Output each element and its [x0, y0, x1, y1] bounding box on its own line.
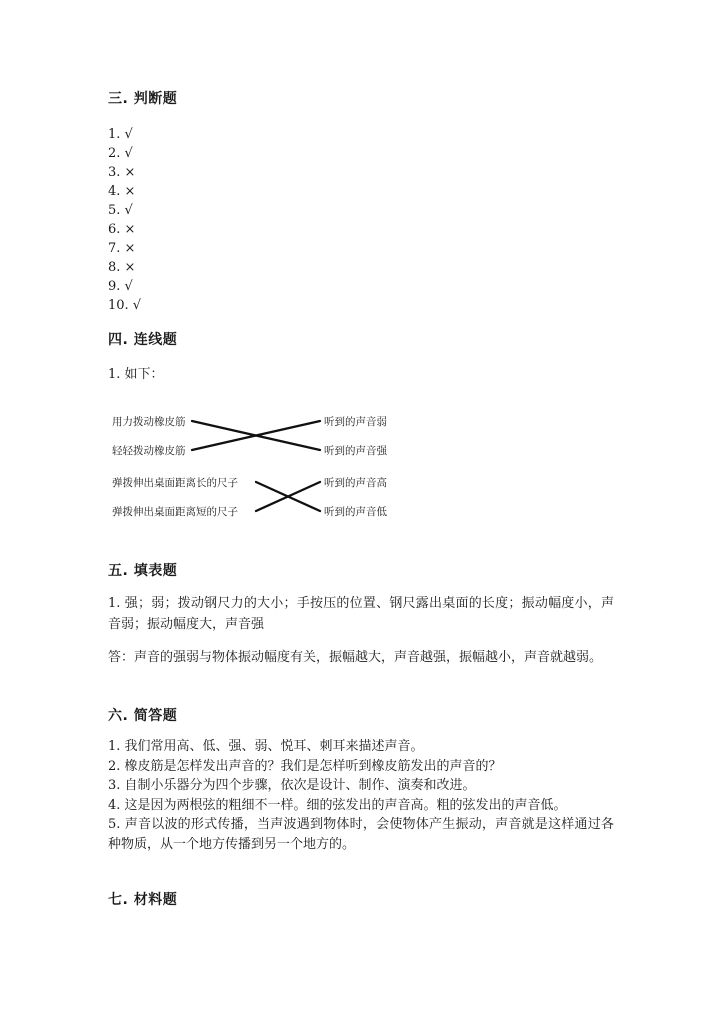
short-answer-2: 2. 橡皮筋是怎样发出声音的？我们是怎样听到橡皮筋发出的声音的？	[108, 758, 502, 774]
right-item-3: 听到的声音高	[324, 477, 387, 489]
section-7-title: 七. 材料题	[108, 892, 178, 908]
left-item-2: 轻轻拨动橡皮筋	[112, 445, 186, 457]
tf-answer-10: 10. √	[108, 298, 142, 313]
table-answer-note: 答：声音的强弱与物体振动幅度有关，振幅越大，声音越强，振幅越小，声音就越弱。	[108, 650, 603, 665]
short-answer-list	[108, 737, 614, 854]
short-answer-5: 5. 声音以波的形式传播，当声波遇到物体时，会使物体产生振动，声音就是这样通过各种物质，从一个地方传播到另一个地方的。	[108, 817, 614, 852]
left-item-3: 弹拨伸出桌面距离长的尺子	[112, 477, 238, 489]
section-3-title: 三. 判断题	[108, 91, 178, 107]
section-6-title: 六. 简答题	[108, 708, 178, 724]
left-item-4: 弹拨伸出桌面距离短的尺子	[112, 506, 238, 518]
tf-answer-7: 7. ×	[108, 241, 136, 256]
short-answer-4: 4. 这是因为两根弦的粗细不一样。细的弦发出的声音高。粗的弦发出的声音低。	[108, 797, 567, 813]
table-answer: 1. 强；弱；拨动钢尺力的大小；手按压的位置、钢尺露出桌面的长度；振动幅度小，声音弱；振动幅度大，声音强	[108, 596, 614, 632]
right-item-1: 听到的声音弱	[324, 416, 387, 428]
tf-answer-4: 4. ×	[108, 184, 136, 199]
tf-answer-2: 2. √	[108, 146, 133, 161]
matching-diagram	[108, 406, 408, 526]
right-item-2: 听到的声音强	[324, 445, 387, 457]
right-item-4: 听到的声音低	[324, 506, 387, 518]
short-answer-1: 1. 我们常用高、低、强、弱、悦耳、刺耳来描述声音。	[108, 739, 424, 754]
tf-answer-1: 1. √	[108, 127, 133, 142]
tf-answer-6: 6. ×	[108, 222, 136, 237]
tf-answer-5: 5. √	[108, 203, 133, 218]
true-false-answer-list	[108, 125, 141, 315]
matching-intro: 1. 如下：	[108, 367, 164, 382]
section-5-title: 五. 填表题	[108, 563, 178, 579]
left-item-1: 用力拨动橡皮筋	[112, 416, 186, 428]
tf-answer-8: 8. ×	[108, 260, 136, 275]
tf-answer-3: 3. ×	[108, 165, 136, 180]
short-answer-3: 3. 自制小乐器分为四个步骤，依次是设计、制作、演奏和改进。	[108, 778, 476, 793]
section-4-title: 四. 连线题	[108, 332, 178, 348]
tf-answer-9: 9. √	[108, 279, 133, 294]
